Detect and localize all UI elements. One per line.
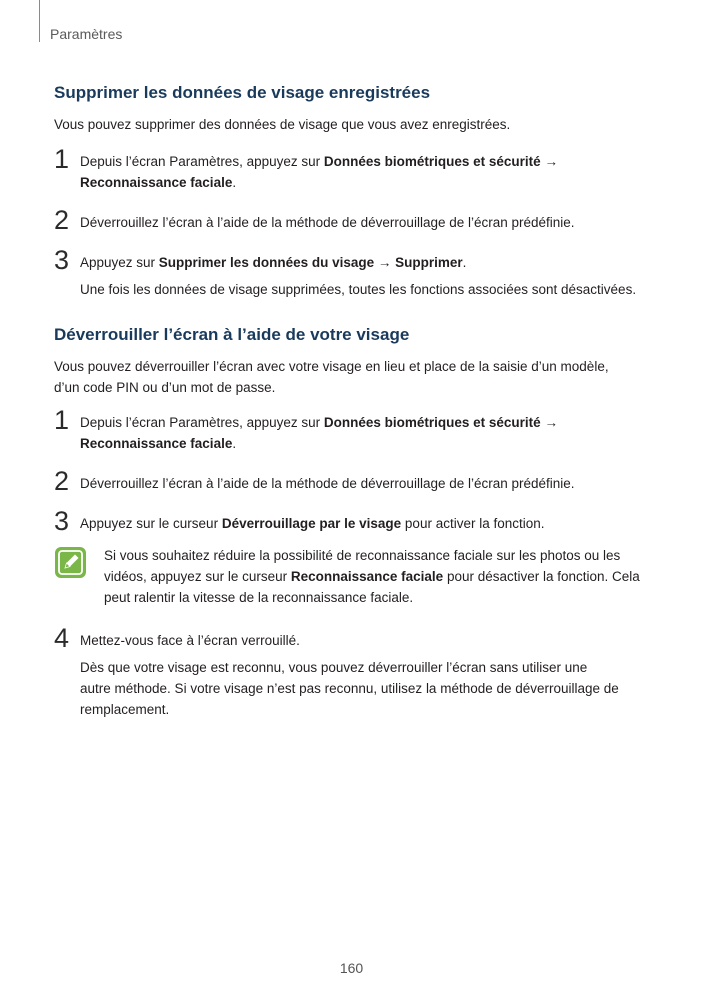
bold-menu-path: Supprimer les données du visage [158, 255, 375, 270]
step-1 [54, 405, 654, 454]
note-box [54, 545, 654, 608]
step-number: 3 [54, 245, 70, 275]
bold-menu-path: Reconnaissance faciale [80, 175, 233, 190]
bold-setting-name: Déverrouillage par le visage [221, 516, 402, 531]
bold-menu-path: Supprimer [395, 255, 463, 270]
step-text: Mettez-vous face à l’écran verrouillé. [80, 633, 300, 648]
step-text: Déverrouillez l’écran à l’aide de la méthode de déverrouillage de l’écran prédéfinie. [80, 215, 575, 230]
step-2 [54, 466, 654, 496]
step-text: Appuyez sur Supprimer les données du visage → Supprimer. [80, 255, 467, 270]
step-text: Depuis l’écran Paramètres, appuyez sur Données biométriques et sécurité → Reconnaissance faciale. [80, 415, 558, 451]
step-detail: Une fois les données de visage supprimées, toutes les fonctions associées sont désactivées. [80, 282, 637, 297]
step-text: Déverrouillez l’écran à l’aide de la méthode de déverrouillage de l’écran prédéfinie. [80, 476, 575, 491]
bold-menu-path: Données biométriques et sécurité [323, 415, 541, 430]
note-text: Si vous souhaitez réduire la possibilité de reconnaissance faciale sur les photos ou les vidéos, appuyez sur le curseur Reconnaissance faciale pour désactiver la fonction. Cela peut ralentir la vitesse de la reconnaissance faciale. [104, 548, 640, 605]
section-intro: Vous pouvez déverrouiller l’écran avec votre visage en lieu et place de la saisie d’un modèle, d’un code PIN ou d’un mot de passe. [54, 359, 609, 395]
step-number: 3 [54, 506, 70, 536]
step-number: 2 [54, 205, 70, 235]
step-number: 1 [54, 405, 70, 435]
step-1 [54, 144, 654, 193]
step-text: Depuis l’écran Paramètres, appuyez sur Données biométriques et sécurité → Reconnaissance faciale. [80, 154, 558, 190]
step-3 [54, 245, 654, 300]
step-detail: Dès que votre visage est reconnu, vous pouvez déverrouiller l’écran sans utiliser une autre méthode. Si votre visage n’est pas reconnu, utilisez la méthode de déverrouillage de remplacement. [80, 660, 619, 717]
step-2 [54, 205, 654, 235]
section-heading-face-unlock: Déverrouiller l’écran à l’aide de votre visage [54, 325, 410, 344]
step-number: 1 [54, 144, 70, 174]
step-text: Appuyez sur le curseur Déverrouillage par le visage pour activer la fonction. [80, 516, 545, 531]
note-pencil-icon [54, 546, 87, 579]
header-rule [39, 0, 40, 42]
page-content [54, 82, 654, 720]
section-intro: Vous pouvez supprimer des données de visage que vous avez enregistrées. [54, 117, 511, 132]
section-heading-delete-face-data: Supprimer les données de visage enregistrées [54, 83, 431, 102]
step-number: 2 [54, 466, 70, 496]
header-title: Paramètres [50, 26, 123, 42]
step-number: 4 [54, 623, 70, 653]
step-4 [54, 623, 654, 720]
bold-menu-path: Données biométriques et sécurité [323, 154, 541, 169]
step-3 [54, 506, 654, 536]
bold-menu-path: Reconnaissance faciale [80, 436, 233, 451]
bold-setting-name: Reconnaissance faciale [290, 569, 444, 584]
page-number: 160 [339, 960, 364, 976]
